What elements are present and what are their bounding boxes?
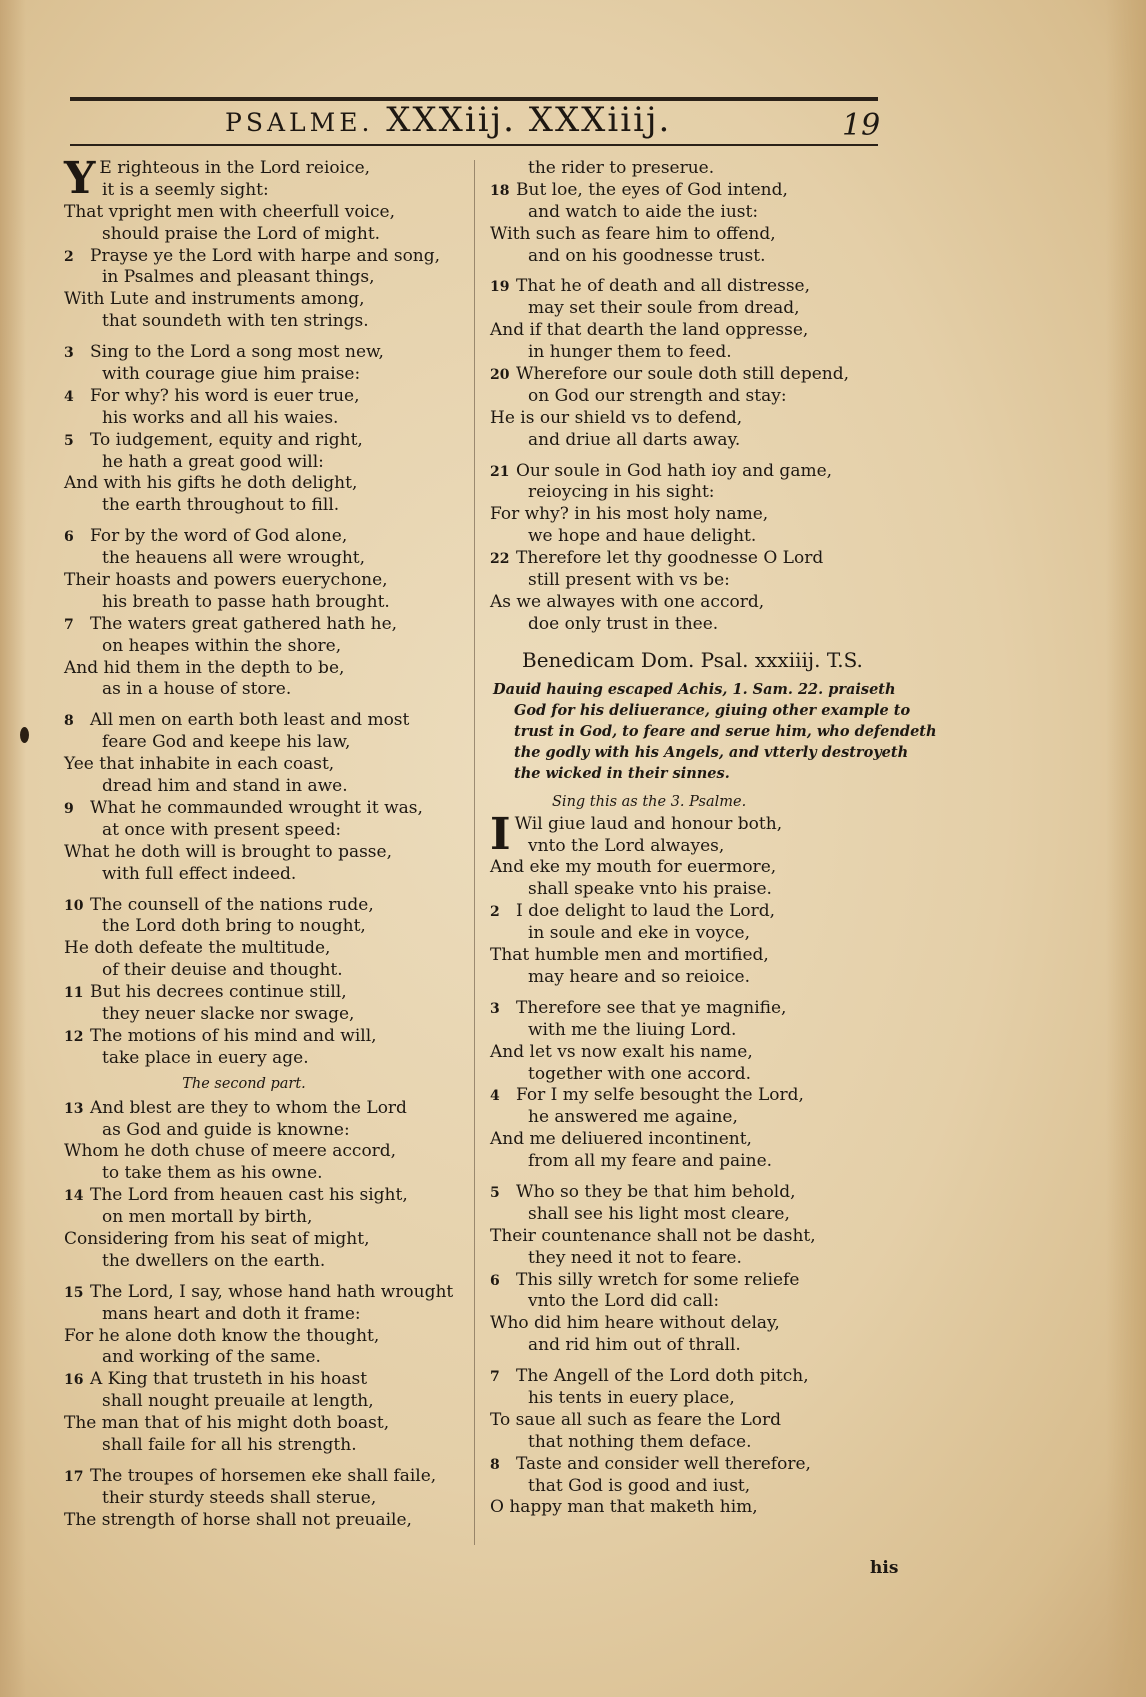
- stanza-gap: [64, 701, 464, 710]
- verse-line: and on his goodnesse trust.: [528, 245, 766, 266]
- verse-line: And with his gifts he doth delight,: [64, 473, 358, 494]
- verse-line: [490, 1182, 890, 1204]
- verse-number: 22: [490, 551, 510, 568]
- verse-line: may heare and so reioice.: [528, 966, 751, 987]
- verse-line: that God is good and iust,: [528, 1475, 751, 1496]
- stanza-gap: [64, 886, 464, 895]
- verse-line: shall see his light most cleare,: [528, 1203, 790, 1224]
- verse-line: shall nought preuaile at length,: [102, 1391, 374, 1412]
- left-column: [64, 153, 464, 1532]
- verse-line: he answered me againe,: [528, 1107, 738, 1128]
- verse-line: they neuer slacke nor swage,: [102, 1003, 355, 1024]
- psalm-34-argument: [490, 679, 937, 784]
- argument-line: trust in God, to feare and serue him, who defendeth: [514, 722, 937, 740]
- verse-line: as in a house of store.: [102, 679, 292, 700]
- verse-line: [64, 1282, 464, 1304]
- verse-text: The Angell of the Lord doth pitch,: [516, 1366, 809, 1387]
- verse-line: with me the liuing Lord.: [528, 1019, 737, 1040]
- verse-line: Yee that inhabite in each coast,: [64, 754, 335, 775]
- verse-line: [490, 548, 890, 570]
- verse-text: Our soule in God hath ioy and game,: [516, 460, 833, 481]
- verse-line: [64, 246, 464, 268]
- verse-line: feare God and keepe his law,: [102, 732, 351, 753]
- verse-line: the dwellers on the earth.: [102, 1250, 326, 1271]
- verse-line: and watch to aide the iust:: [528, 201, 759, 222]
- verse-text: And blest are they to whom the Lord: [90, 1097, 407, 1118]
- verse-text: A King that trusteth in his hoast: [90, 1369, 368, 1390]
- verse-line: on men mortall by birth,: [102, 1207, 313, 1228]
- verse-line: and working of the same.: [102, 1347, 321, 1368]
- verse-number: 3: [64, 345, 74, 362]
- verse-line: to take them as his owne.: [102, 1163, 323, 1184]
- verse-line: the rider to preserue.: [528, 158, 715, 178]
- verse-text: For why? his word is euer true,: [90, 385, 360, 406]
- spacer: [490, 636, 890, 645]
- verse-line: [64, 342, 464, 364]
- verse-number: 4: [490, 1088, 500, 1105]
- verse-number: 13: [64, 1100, 84, 1117]
- verse-line: He doth defeate the multitude,: [64, 938, 331, 959]
- verse-line: and driue all darts away.: [528, 429, 741, 450]
- verse-line: And eke my mouth for euermore,: [490, 857, 777, 878]
- verse-number: 3: [490, 1000, 500, 1017]
- stanza-gap: [64, 517, 464, 526]
- verse-line: [490, 364, 890, 386]
- verse-line: his tents in euery place,: [528, 1387, 735, 1408]
- verse-line: the heauens all were wrought,: [102, 548, 366, 569]
- verse-text: That he of death and all distresse,: [516, 276, 811, 297]
- verse-line: it is a seemly sight:: [102, 179, 269, 200]
- verse-line: [64, 1369, 464, 1391]
- verse-line: [64, 1185, 464, 1207]
- tune-note: Sing this as the 3. Psalme.: [552, 793, 747, 810]
- verse-line: And let vs now exalt his name,: [490, 1041, 753, 1062]
- running-title-numerals: XXXiij. XXXiiij.: [386, 100, 672, 140]
- stanza-gap: [64, 1457, 464, 1466]
- page-number: 19: [842, 108, 881, 143]
- verse-line: [64, 1098, 464, 1120]
- verse-line: Their countenance shall not be dasht,: [490, 1225, 816, 1246]
- verse-line: [64, 1026, 464, 1048]
- header-bottom-rule: [70, 144, 878, 146]
- verse-line: And if that dearth the land oppresse,: [490, 320, 809, 341]
- verse-line: with full effect indeed.: [102, 863, 297, 884]
- verse-line: [64, 895, 464, 917]
- verse-line: That humble men and mortified,: [490, 945, 769, 966]
- psalm-33-continuation: [490, 158, 890, 636]
- verse-line: [490, 1085, 890, 1107]
- verse-line: [490, 901, 890, 923]
- verse-number: 16: [64, 1372, 84, 1389]
- part-heading: The second part.: [182, 1075, 306, 1092]
- verse-number: 20: [490, 367, 510, 384]
- verse-line: [64, 526, 464, 548]
- verse-number: 8: [490, 1456, 500, 1473]
- verse-line: [490, 998, 890, 1020]
- verse-number: 9: [64, 800, 74, 817]
- verse-text: But loe, the eyes of God intend,: [516, 179, 788, 200]
- verse-line: To saue all such as feare the Lord: [490, 1409, 782, 1430]
- verse-line: [64, 1466, 464, 1488]
- verse-text: Who so they be that him behold,: [516, 1181, 796, 1202]
- verse-line: his breath to passe hath brought.: [102, 591, 390, 612]
- verse-line: shall speake vnto his praise.: [528, 879, 772, 900]
- verse-number: 12: [64, 1028, 84, 1045]
- stanza-gap: [490, 989, 890, 998]
- verse-text: The Lord from heauen cast his sight,: [90, 1185, 408, 1206]
- verse-text: The troupes of horsemen eke shall faile,: [90, 1465, 437, 1486]
- verse-line: Considering from his seat of might,: [64, 1228, 370, 1249]
- verse-number: 8: [64, 713, 74, 730]
- verse-line: his works and all his waies.: [102, 407, 339, 428]
- verse-line: mans heart and doth it frame:: [102, 1303, 361, 1324]
- verse-line: [490, 1270, 890, 1292]
- verse-text: All men on earth both least and most: [90, 710, 410, 731]
- verse-line: as God and guide is knowne:: [102, 1119, 350, 1140]
- verse-number: 5: [64, 432, 74, 449]
- verse-number: 2: [64, 248, 74, 265]
- verse-number: 19: [490, 279, 510, 296]
- psalm-34-heading: Benedicam Dom. Psal. xxxiiij. T.S.: [522, 647, 863, 672]
- psalm-34-verses: [490, 808, 890, 1520]
- verse-number: 2: [490, 904, 500, 921]
- verse-line: [64, 386, 464, 408]
- verse-line: That vpright men with cheerfull voice,: [64, 201, 395, 222]
- verse-line: [64, 614, 464, 636]
- verse-line: [490, 1454, 890, 1476]
- verse-number: 5: [490, 1184, 500, 1201]
- verse-line: with courage giue him praise:: [102, 364, 361, 385]
- verse-line: The man that of his might doth boast,: [64, 1413, 390, 1434]
- verse-line: that nothing them deface.: [528, 1431, 752, 1452]
- drop-capital: I: [490, 808, 511, 860]
- verse-number: 14: [64, 1188, 84, 1205]
- page-edge-shadow-left: [0, 0, 26, 1697]
- verse-line: the Lord doth bring to nought,: [102, 916, 366, 937]
- verse-line: He is our shield vs to defend,: [490, 407, 743, 428]
- verse-number: 15: [64, 1284, 84, 1301]
- verse-line: doe only trust in thee.: [528, 613, 719, 634]
- verse-text: This silly wretch for some reliefe: [516, 1269, 800, 1290]
- argument-line: God for his deliuerance, giuing other example to: [514, 701, 911, 719]
- verse-number: 6: [64, 529, 74, 546]
- verse-line: from all my feare and paine.: [528, 1151, 773, 1172]
- verse-text: Sing to the Lord a song most new,: [90, 342, 384, 363]
- verse-number: 18: [490, 182, 510, 199]
- verse-line: And me deliuered incontinent,: [490, 1129, 752, 1150]
- stanza-gap: [490, 267, 890, 276]
- verse-text: Prayse ye the Lord with harpe and song,: [90, 245, 441, 266]
- verse-text: The waters great gathered hath he,: [90, 613, 398, 634]
- argument-line: Dauid hauing escaped Achis, 1. Sam. 22. praiseth: [493, 680, 896, 698]
- verse-line: With Lute and instruments among,: [64, 289, 365, 310]
- verse-line: in hunger them to feed.: [528, 342, 732, 363]
- verse-line: together with one accord.: [528, 1063, 752, 1084]
- ink-stain: [20, 727, 29, 743]
- verse-line: he hath a great good will:: [102, 451, 324, 472]
- verse-line: Who did him heare without delay,: [490, 1313, 780, 1334]
- verse-text: The counsell of the nations rude,: [90, 894, 374, 915]
- verse-line: As we alwayes with one accord,: [490, 591, 765, 612]
- verse-line: they need it not to feare.: [528, 1247, 742, 1268]
- verse-line: we hope and haue delight.: [528, 526, 757, 547]
- verse-line: in soule and eke in voyce,: [528, 923, 751, 944]
- argument-line: the wicked in their sinnes.: [514, 764, 730, 782]
- verse-number: 7: [490, 1369, 500, 1386]
- verse-line: dread him and stand in awe.: [102, 776, 348, 797]
- verse-line: Whom he doth chuse of meere accord,: [64, 1141, 397, 1162]
- verse-line: [490, 461, 890, 483]
- verse-line: And hid them in the depth to be,: [64, 657, 345, 678]
- verse-text: For I my selfe besought the Lord,: [516, 1085, 804, 1106]
- verse-text: To iudgement, equity and right,: [90, 429, 363, 450]
- drop-capital: Y: [64, 153, 96, 204]
- verse-line: [490, 276, 890, 298]
- verse-line: in Psalmes and pleasant things,: [102, 267, 375, 288]
- verse-text: Wherefore our soule doth still depend,: [516, 364, 850, 385]
- verse-number: 17: [64, 1468, 84, 1485]
- verse-text: I doe delight to laud the Lord,: [516, 901, 776, 922]
- verse-line: of their deuise and thought.: [102, 960, 343, 981]
- verse-line: [64, 430, 464, 452]
- verse-text: Therefore see that ye magnifie,: [516, 997, 787, 1018]
- verse-text: What he commaunded wrought it was,: [90, 797, 423, 818]
- verse-text: For by the word of God alone,: [90, 526, 348, 547]
- verse-line: their sturdy steeds shall sterue,: [102, 1487, 377, 1508]
- verse-number: 4: [64, 388, 74, 405]
- verse-line: The strength of horse shall not preuaile,: [64, 1509, 412, 1530]
- catchword: his: [870, 1558, 899, 1578]
- verse-number: 7: [64, 616, 74, 633]
- verse-line: Their hoasts and powers euerychone,: [64, 570, 388, 591]
- verse-line: What he doth will is brought to passe,: [64, 841, 392, 862]
- stanza-gap: [490, 452, 890, 461]
- verse-line: may set their soule from dread,: [528, 298, 800, 319]
- stanza-gap: [490, 1357, 890, 1366]
- verse-line: vnto the Lord alwayes,: [528, 835, 725, 856]
- verse-text: E righteous in the Lord reioice,: [99, 158, 371, 178]
- verse-number: 11: [64, 985, 84, 1002]
- verse-number: 10: [64, 897, 84, 914]
- verse-text: The Lord, I say, whose hand hath wrought: [90, 1281, 454, 1302]
- verse-line: [490, 1366, 890, 1388]
- verse-line: [490, 180, 890, 202]
- column-divider: [474, 160, 475, 1545]
- verse-number: 6: [490, 1272, 500, 1289]
- verse-line: [64, 798, 464, 820]
- running-title-word: PSALME.: [225, 108, 374, 137]
- verse-text: Taste and consider well therefore,: [516, 1453, 811, 1474]
- verse-line: shall faile for all his strength.: [102, 1434, 357, 1455]
- verse-line: vnto the Lord did call:: [528, 1291, 720, 1312]
- stanza-gap: [64, 1273, 464, 1282]
- verse-line: should praise the Lord of might.: [102, 223, 381, 244]
- verse-text: The motions of his mind and will,: [90, 1025, 377, 1046]
- verse-line: O happy man that maketh him,: [490, 1497, 758, 1518]
- running-title: [225, 100, 671, 140]
- verse-line: on heapes within the shore,: [102, 635, 342, 656]
- verse-line: and rid him out of thrall.: [528, 1335, 741, 1356]
- verse-line: For why? in his most holy name,: [490, 504, 769, 525]
- verse-line: For he alone doth know the thought,: [64, 1325, 380, 1346]
- verse-text: Wil giue laud and honour both,: [514, 813, 783, 834]
- right-column: [490, 158, 937, 1519]
- verse-line: [64, 982, 464, 1004]
- verse-line: With such as feare him to offend,: [490, 223, 776, 244]
- verse-line: reioycing in his sight:: [528, 482, 715, 503]
- verse-line: that soundeth with ten strings.: [102, 311, 369, 332]
- verse-line: still present with vs be:: [528, 570, 730, 591]
- verse-line: at once with present speed:: [102, 819, 342, 840]
- stanza-gap: [490, 1173, 890, 1182]
- page-edge-shadow-right: [1106, 0, 1146, 1697]
- verse-number: 21: [490, 463, 510, 480]
- verse-line: [64, 710, 464, 732]
- verse-line: the earth throughout to fill.: [102, 495, 340, 516]
- verse-line: on God our strength and stay:: [528, 385, 787, 406]
- argument-line: the godly with his Angels, and vtterly destroyeth: [514, 743, 909, 761]
- verse-line: take place in euery age.: [102, 1047, 309, 1068]
- stanza-gap: [64, 333, 464, 342]
- verse-text: Therefore let thy goodnesse O Lord: [516, 548, 824, 569]
- verse-text: But his decrees continue still,: [90, 982, 347, 1003]
